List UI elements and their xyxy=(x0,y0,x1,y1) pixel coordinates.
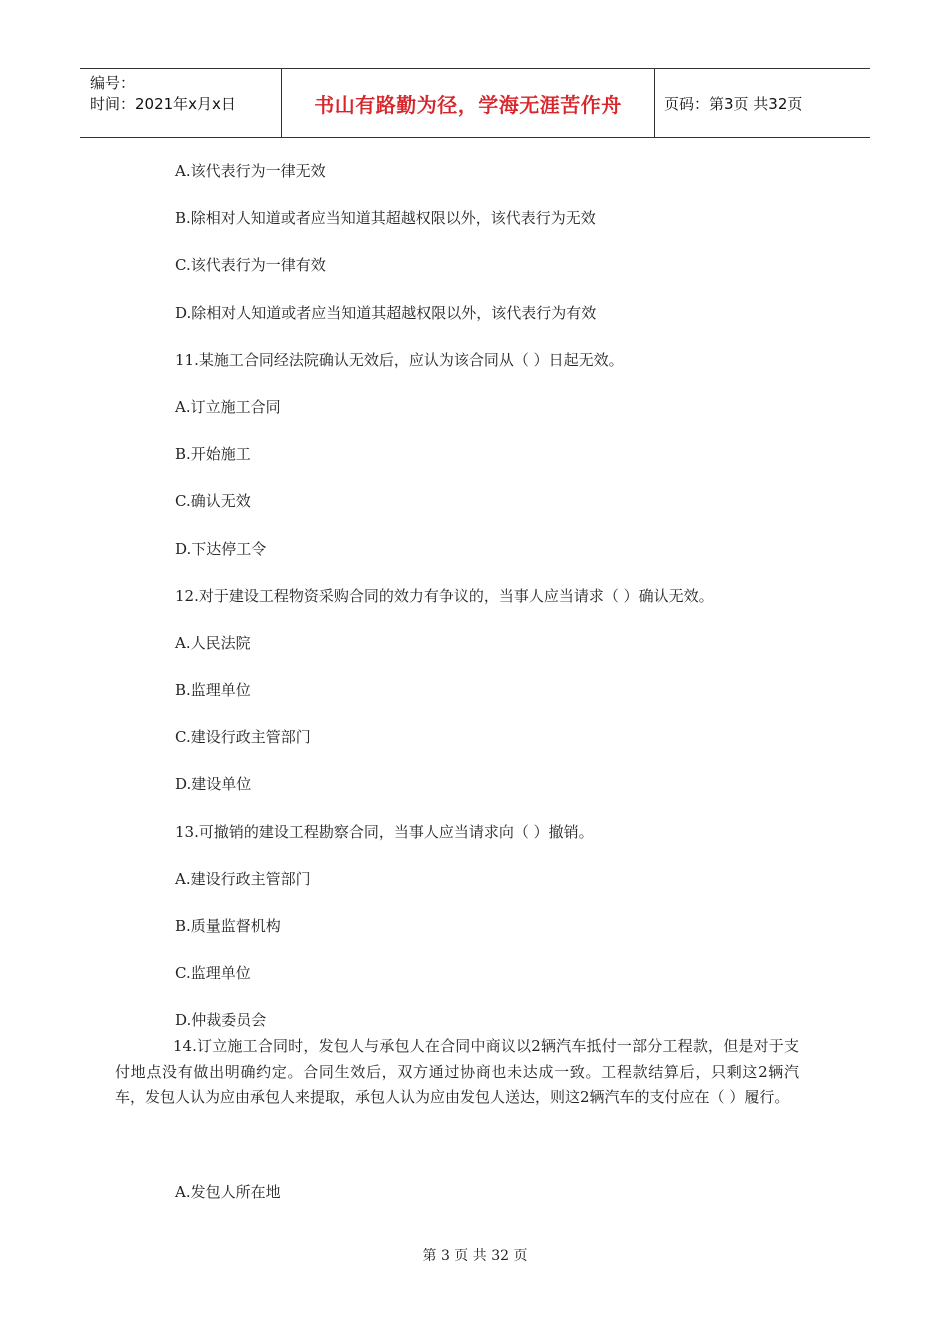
option-line: A.发包人所在地 xyxy=(175,1183,281,1201)
number-label: 编号： xyxy=(90,74,136,92)
option-line: D.建设单位 xyxy=(175,775,252,794)
option-line: B.质量监督机构 xyxy=(175,917,281,935)
option-line: A.建设行政主管部门 xyxy=(175,869,311,888)
option-line: D.下达停工令 xyxy=(175,539,267,558)
page-footer: 第 3 页 共 32 页 xyxy=(422,1248,528,1264)
question-list xyxy=(175,158,815,1055)
question-line: 13.可撤销的建设工程勘察合同，当事人应当请求向（ ）撤销。 xyxy=(175,822,594,841)
question-line: 11.某施工合同经法院确认无效后，应认为该合同从（ ）日起无效。 xyxy=(175,350,624,369)
option-line: C.该代表行为一律有效 xyxy=(175,256,326,275)
header-divider xyxy=(654,69,655,137)
option-line: A.该代表行为一律无效 xyxy=(175,162,326,180)
option-line: C.确认无效 xyxy=(175,492,251,511)
option-line: D.仲裁委员会 xyxy=(175,1011,267,1030)
option-line: B.除相对人知道或者应当知道其超越权限以外，该代表行为无效 xyxy=(175,209,596,228)
option-line: C.监理单位 xyxy=(175,964,251,983)
header-meta xyxy=(90,73,236,115)
option-line: D.除相对人知道或者应当知道其超越权限以外，该代表行为有效 xyxy=(175,303,597,322)
option-line: A.人民法院 xyxy=(175,633,251,652)
question-line: 12.对于建设工程物资采购合同的效力有争议的，当事人应当请求（ ）确认无效。 xyxy=(175,586,714,605)
header-motto: 书山有路勤为径，学海无涯苦作舟 xyxy=(314,92,622,117)
option-line: C.建设行政主管部门 xyxy=(175,728,311,747)
header-page-info: 页码：第3页 共32页 xyxy=(664,94,803,113)
question-14: 14.订立施工合同时，发包人与承包人在合同中商议以2辆汽车抵付一部分工程款，但是对于支付地点没有做出明确约定。合同生效后，双方通过协商也未达成一致。工程款结算后，只剩这2辆汽车，发包人认为应由承包人来提取，承包人认为应由发包人送达，则这2辆汽车的支付应在（ ）履行。 xyxy=(115,1037,799,1106)
time-label: 时间：2021年x月x日 xyxy=(90,95,236,113)
option-line: A.订立施工合同 xyxy=(175,397,281,416)
option-line: B.监理单位 xyxy=(175,681,251,700)
option-line: B.开始施工 xyxy=(175,445,251,464)
header-table xyxy=(80,68,870,138)
